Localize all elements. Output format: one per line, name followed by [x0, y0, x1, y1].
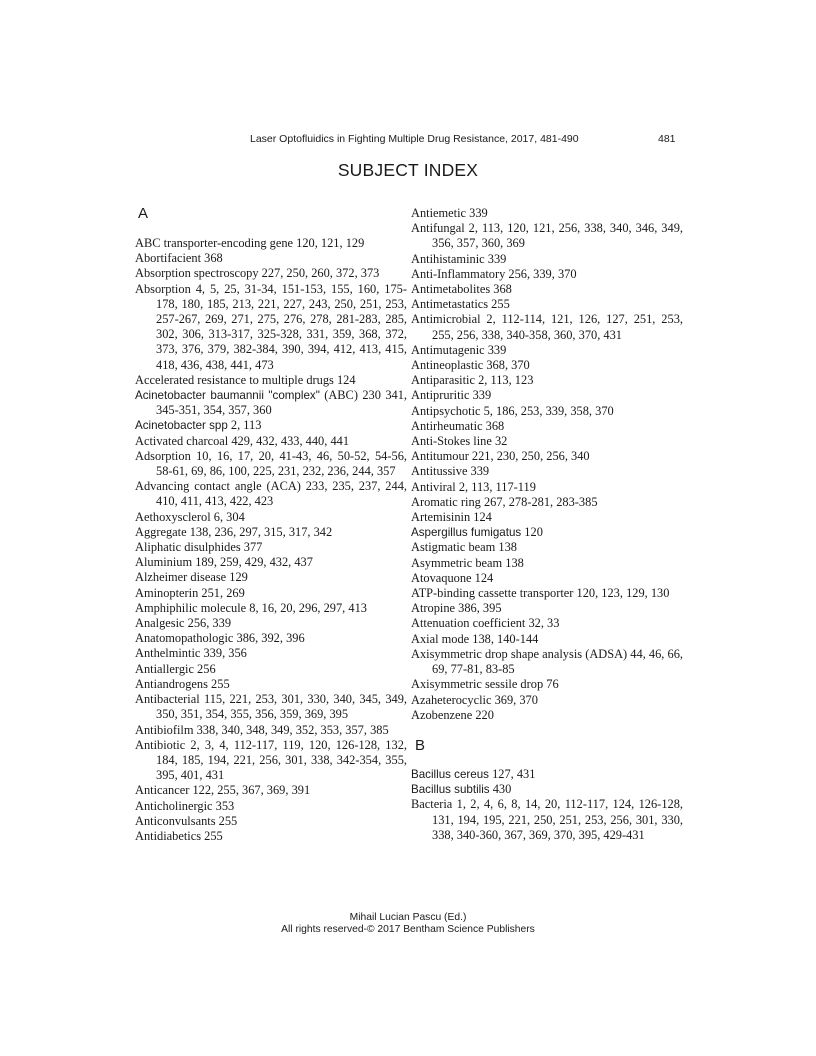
- index-entry: Aethoxysclerol 6, 304: [135, 509, 245, 524]
- index-entry: Anthelmintic 339, 356: [135, 646, 247, 661]
- index-entry: Astigmatic beam 138: [411, 540, 517, 555]
- index-entry: Antibiotic 2, 3, 4, 112-117, 119, 120, 126-128, 132, 184, 185, 194, 221, 256, 301, 338, 342-354, 355, 395, 401, 431: [135, 737, 407, 783]
- index-entry: Atovaquone 124: [411, 570, 494, 585]
- index-pages: 120: [521, 525, 543, 540]
- index-entry: Antidiabetics 255: [135, 828, 223, 843]
- index-entry: Axial mode 138, 140-144: [411, 631, 539, 646]
- index-entry: Antifungal 2, 113, 120, 121, 256, 338, 340, 346, 349, 356, 357, 360, 369: [411, 221, 683, 251]
- index-entry: Attenuation coefficient 32, 33: [411, 616, 560, 631]
- section-letter-a: A: [138, 205, 149, 222]
- index-entry: Aluminium 189, 259, 429, 432, 437: [135, 555, 313, 570]
- index-entry: [411, 525, 683, 540]
- index-entry: Antimetastatics 255: [411, 297, 510, 312]
- index-entry: Antimutagenic 339: [411, 342, 507, 357]
- footer-editor: Mihail Lucian Pascu (Ed.): [349, 912, 467, 923]
- index-entry: Amphiphilic molecule 8, 16, 20, 296, 297, 413: [135, 600, 367, 615]
- index-entry: Azobenzene 220: [411, 707, 494, 722]
- page-number: 481: [658, 133, 676, 145]
- index-term-species: Aspergillus fumigatus: [411, 526, 522, 540]
- index-entry: Antimetabolites 368: [411, 282, 512, 297]
- index-entry: Anti-Inflammatory 256, 339, 370: [411, 266, 577, 281]
- index-column-right: [411, 206, 683, 843]
- index-entry: Artemisinin 124: [411, 510, 492, 525]
- section-letter-b: B: [415, 736, 426, 754]
- running-header: [0, 133, 816, 149]
- index-pages: 2, 113: [227, 418, 262, 433]
- index-entry: Analgesic 256, 339: [135, 616, 232, 631]
- index-entry: Antibacterial 115, 221, 253, 301, 330, 340, 345, 349, 350, 351, 354, 355, 356, 359, 369, 395: [135, 692, 407, 722]
- index-entry: [135, 418, 407, 433]
- index-entry: Activated charcoal 429, 432, 433, 440, 441: [135, 433, 350, 448]
- index-entry: Antiparasitic 2, 113, 123: [411, 373, 534, 388]
- index-entry: Axisymmetric drop shape analysis (ADSA) 44, 46, 66, 69, 77-81, 83-85: [411, 646, 683, 677]
- index-entry: Antibiofilm 338, 340, 348, 349, 352, 353, 357, 385: [135, 722, 389, 737]
- index-entry: Antirheumatic 368: [411, 418, 505, 433]
- index-entry: Adsorption 10, 16, 17, 20, 41-43, 46, 50-52, 54-56, 58-61, 69, 86, 100, 225, 231, 232, 236, 244, 357: [135, 448, 407, 479]
- index-entry: Bacteria 1, 2, 4, 6, 8, 14, 20, 112-117, 124, 126-128, 131, 194, 195, 221, 250, 251, 253, 256, 301, 330, 338, 340-360, 367, 369, 370, 395, 429-431: [411, 797, 683, 842]
- index-entry: Antiemetic 339: [411, 206, 488, 220]
- index-entry: Axisymmetric sessile drop 76: [411, 677, 559, 692]
- index-term-species: Acinetobacter spp: [135, 419, 228, 433]
- index-entry: Anti-Stokes line 32: [411, 434, 508, 449]
- index-pages: 430: [489, 782, 512, 797]
- index-entry: [411, 767, 683, 782]
- index-entry: ATP-binding cassette transporter 120, 123, 129, 130: [411, 586, 670, 601]
- index-entry: Advancing contact angle (ACA) 233, 235, 237, 244, 410, 411, 413, 422, 423: [135, 479, 407, 509]
- index-entry: Antipruritic 339: [411, 388, 492, 403]
- running-header-title: Laser Optofluidics in Fighting Multiple Drug Resistance, 2017, 481-490: [250, 133, 579, 145]
- index-entry: Aminopterin 251, 269: [135, 585, 245, 600]
- index-entry: [135, 388, 407, 418]
- index-entry: Antiandrogens 255: [135, 676, 230, 691]
- index-entry: Antiallergic 256: [135, 661, 216, 676]
- page-title: SUBJECT INDEX: [337, 160, 479, 180]
- index-entry: Antihistaminic 339: [411, 251, 507, 266]
- index-entry: Anatomopathologic 386, 392, 396: [135, 631, 305, 646]
- index-pages: 127, 431: [488, 766, 536, 781]
- index-entry: Anticholinergic 353: [135, 798, 235, 813]
- index-pages: (ABC) 230 341, 345-351, 354, 357, 360: [156, 388, 408, 418]
- index-entry: Antipsychotic 5, 186, 253, 339, 358, 370: [411, 403, 614, 418]
- index-entry: Aliphatic disulphides 377: [135, 540, 263, 555]
- index-entry: ABC transporter-encoding gene 120, 121, 129: [135, 236, 365, 250]
- index-entry: Azaheterocyclic 369, 370: [411, 692, 538, 707]
- index-entry: Antitumour 221, 230, 250, 256, 340: [411, 449, 590, 464]
- index-entry: Antineoplastic 368, 370: [411, 358, 530, 373]
- index-term-species: Bacillus subtilis: [411, 783, 490, 797]
- index-entry: Antimicrobial 2, 112-114, 121, 126, 127, 251, 253, 255, 256, 338, 340-358, 360, 370, 431: [411, 312, 683, 342]
- index-entry: Abortifacient 368: [135, 251, 223, 266]
- index-entry: [411, 782, 683, 797]
- footer-copyright: All rights reserved-© 2017 Bentham Science Publishers: [281, 924, 535, 935]
- index-entry: Antiviral 2, 113, 117-119: [411, 479, 536, 494]
- index-entry: Anticancer 122, 255, 367, 369, 391: [135, 783, 311, 798]
- index-entry: Antitussive 339: [411, 464, 490, 479]
- index-entry: Alzheimer disease 129: [135, 570, 248, 585]
- index-entry: Asymmetric beam 138: [411, 555, 524, 570]
- index-entry: Accelerated resistance to multiple drugs 124: [135, 372, 356, 387]
- index-entry: Aggregate 138, 236, 297, 315, 317, 342: [135, 524, 333, 539]
- index-column-left: [135, 203, 407, 844]
- index-entry: Absorption 4, 5, 25, 31-34, 151-153, 155, 160, 175-178, 180, 185, 213, 221, 227, 243, 250, 251, 253, 257-267, 269, 271, 275, 276, 278, 281-283, 285, 302, 306, 313-317, 325-328, 331, 359, 368, 372, 373, 376, 379, 382-384, 390, 394, 412, 413, 415, 418, 436, 438, 441, 473: [135, 281, 407, 372]
- index-entry: Aromatic ring 267, 278-281, 283-385: [411, 494, 598, 509]
- index-entry: Absorption spectroscopy 227, 250, 260, 372, 373: [135, 266, 380, 281]
- index-entry: Atropine 386, 395: [411, 601, 502, 616]
- index-entry: Anticonvulsants 255: [135, 813, 238, 828]
- index-term-species: Bacillus cereus: [411, 767, 489, 781]
- index-term-species: Acinetobacter baumannii "complex": [135, 389, 320, 403]
